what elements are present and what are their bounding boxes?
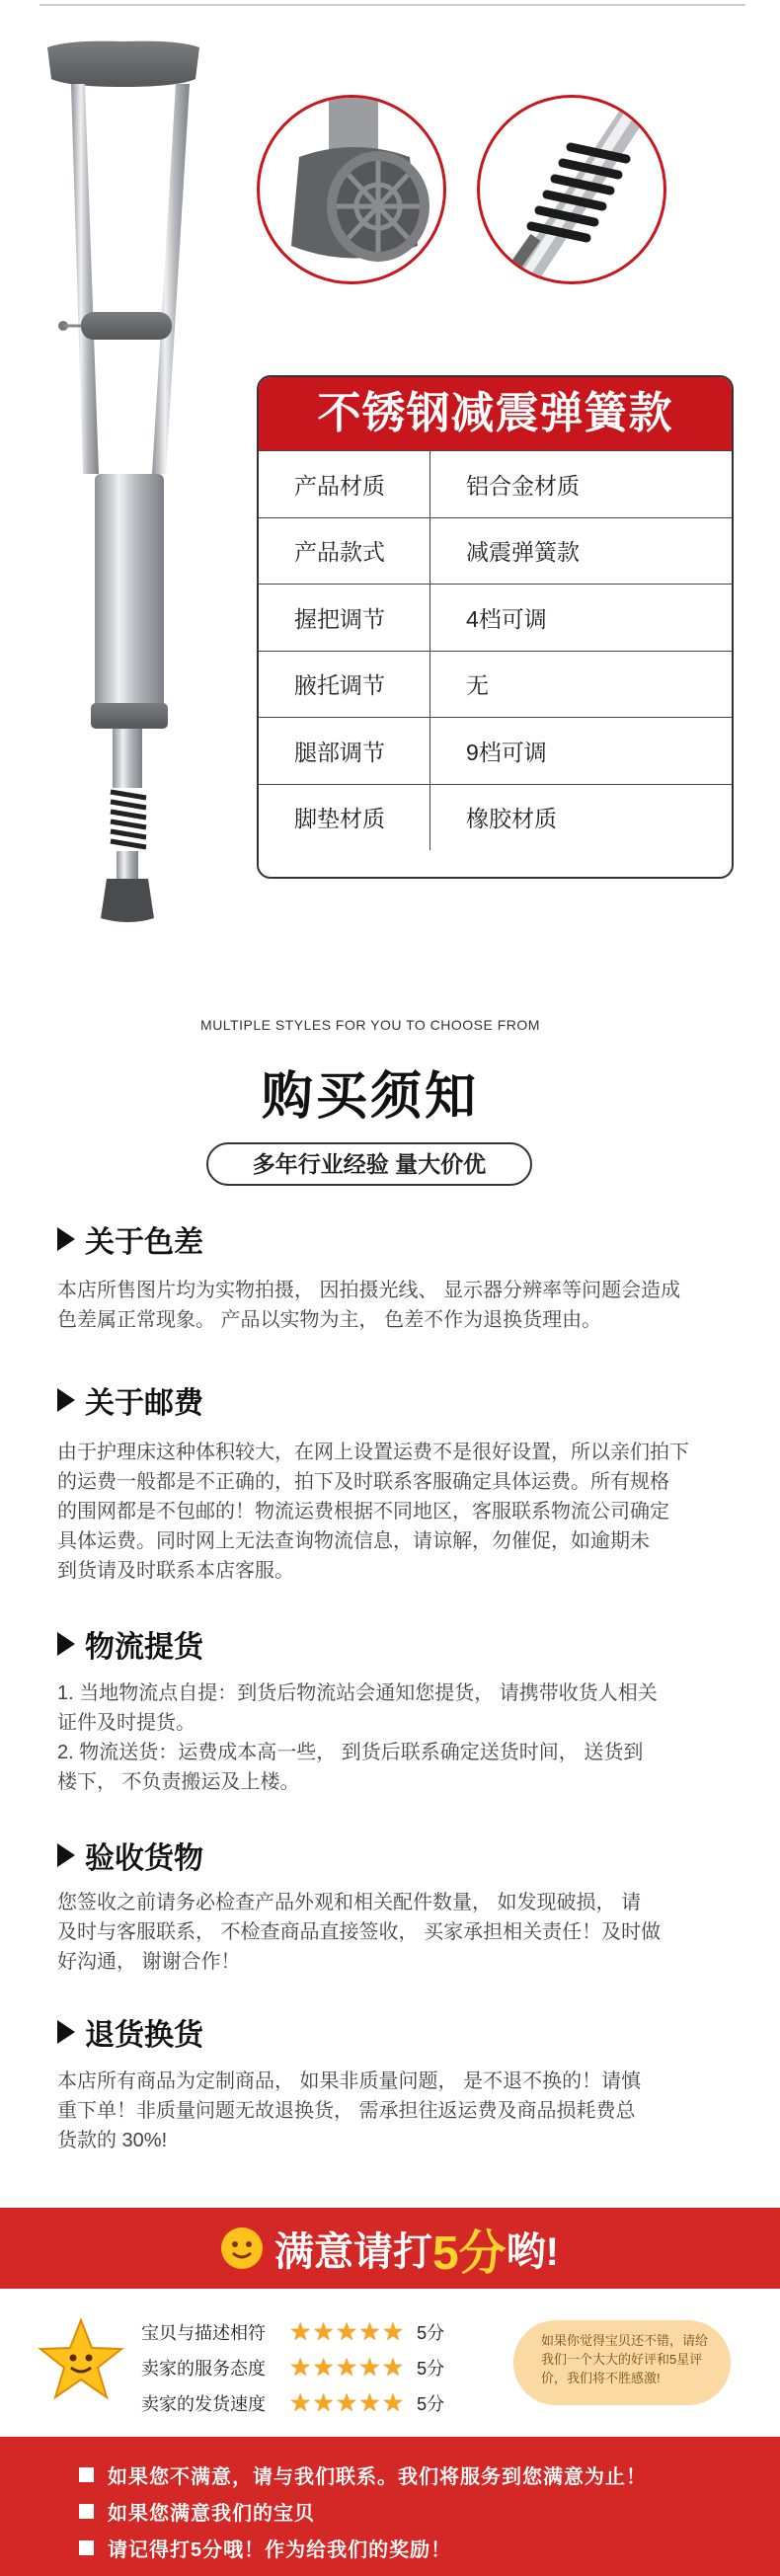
section-heading-text: 物流提货	[85, 1631, 203, 1664]
section-heading-text: 关于邮费	[85, 1387, 203, 1420]
five-star-icons[interactable]: ★ ★ ★ ★ ★	[289, 2353, 405, 2381]
rating-score: 5分	[417, 2394, 445, 2414]
notice-english-subtitle: MULTIPLE STYLES FOR YOU TO CHOOSE FROM	[200, 1017, 540, 1033]
rating-score: 5分	[417, 2359, 445, 2379]
star-mascot-icon	[38, 2316, 124, 2403]
footer-banner	[0, 2437, 780, 2576]
body-line: 货款的 30%!	[57, 2130, 168, 2151]
triangle-bullet-icon	[57, 1843, 75, 1867]
square-bullet-icon	[79, 2504, 94, 2519]
spec-key: 腋托调节	[259, 652, 430, 718]
spec-value: 减震弹簧款	[466, 539, 580, 566]
body-line: 本店所有商品为定制商品， 如果非质量问题， 是不退不换的！请慎	[57, 2070, 642, 2092]
section-heading-logistics	[57, 1622, 203, 1666]
five-star-icons[interactable]: ★ ★ ★ ★ ★	[289, 2317, 405, 2346]
body-line: 到货请及时联系本店客服。	[57, 1560, 294, 1582]
rating-area	[0, 2289, 780, 2437]
section-heading-inspection	[57, 1834, 203, 1877]
section-heading-text: 退货换货	[85, 2019, 203, 2052]
rating-label: 卖家的服务态度	[141, 2359, 266, 2379]
section-body-shipping	[57, 1438, 748, 1586]
square-bullet-icon	[79, 2540, 94, 2555]
spec-key: 腿部调节	[259, 718, 430, 784]
spec-title: 不锈钢减震弹簧款	[259, 377, 732, 450]
triangle-bullet-icon	[57, 2020, 75, 2044]
body-line: 本店所售图片均为实物拍摄， 因拍摄光线、 显示器分辨率等问题会造成	[57, 1280, 681, 1301]
review-request-bubble: 如果你觉得宝贝还不错，请给我们一个大大的好评和5星评价，我们将不胜感激!	[513, 2320, 731, 2405]
banner-suffix: 哟!	[506, 2229, 560, 2274]
foot-pad-zoom-image	[257, 95, 446, 284]
section-body-logistics	[57, 1678, 748, 1797]
spec-row	[259, 584, 732, 651]
section-body-color-difference	[57, 1276, 748, 1335]
spec-key: 脚垫材质	[259, 785, 430, 851]
five-star-icons[interactable]: ★ ★ ★ ★ ★	[289, 2388, 405, 2417]
rating-banner	[0, 2208, 780, 2289]
body-line: 具体运费。同时网上无法查询物流信息，请谅解，勿催促，如逾期未	[57, 1530, 650, 1552]
rating-row-delivery	[141, 2385, 444, 2421]
footer-text: 如果您满意我们的宝贝	[108, 2503, 315, 2525]
footer-line	[79, 2497, 315, 2526]
body-line: 色差属正常现象。 产品以实物为主， 色差不作为退换货理由。	[57, 1309, 602, 1331]
spec-value: 9档可调	[466, 739, 547, 765]
triangle-bullet-icon	[57, 1388, 75, 1412]
triangle-bullet-icon	[57, 1632, 75, 1656]
banner-prefix: 满意请打	[273, 2229, 432, 2274]
smiley-icon	[221, 2227, 263, 2269]
banner-number: 5分	[431, 2226, 507, 2280]
spec-value: 无	[466, 672, 489, 699]
spec-value: 橡胶材质	[466, 806, 557, 832]
footer-text: 请记得打5分哦！作为给我们的奖励！	[108, 2539, 452, 2561]
section-heading-returns	[57, 2010, 203, 2054]
body-line: 1. 当地物流点自提：到货后物流站会通知您提货， 请携带收货人相关	[57, 1682, 658, 1704]
footer-text: 如果您不满意，请与我们联系。我们将服务到您满意为止！	[108, 2466, 647, 2488]
section-body-returns	[57, 2067, 748, 2155]
rating-label: 宝贝与描述相符	[141, 2323, 266, 2343]
section-body-inspection	[57, 1888, 748, 1977]
notice-pill-tag: 多年行业经验 量大价优	[206, 1142, 532, 1186]
crutch-image	[30, 39, 217, 928]
triangle-bullet-icon	[57, 1227, 75, 1251]
section-heading-text: 关于色差	[85, 1226, 203, 1259]
spec-key: 产品款式	[259, 518, 430, 585]
spec-row	[259, 784, 732, 851]
body-line: 的围网都是不包邮的！物流运费根据不同地区，客服联系物流公司确定	[57, 1501, 669, 1522]
rating-label: 卖家的发货速度	[141, 2394, 266, 2414]
square-bullet-icon	[79, 2467, 94, 2482]
spec-row	[259, 717, 732, 784]
body-line: 由于护理床这种体积较大，在网上设置运费不是很好设置，所以亲们拍下	[57, 1442, 689, 1463]
section-heading-text: 验收货物	[85, 1842, 203, 1875]
product-section	[0, 0, 780, 948]
body-line: 您签收之前请务必检查产品外观和相关配件数量， 如发现破损， 请	[57, 1892, 642, 1913]
rating-row-description	[141, 2314, 444, 2350]
body-line: 的运费一般都是不正确的，拍下及时联系客服确定具体运费。所有规格	[57, 1471, 669, 1493]
spec-key: 产品材质	[259, 451, 430, 517]
body-line: 2. 物流送货：运费成本高一些， 到货后联系确定送货时间， 送货到	[57, 1742, 644, 1763]
banner-content	[221, 2215, 559, 2283]
notice-title: 购买须知	[261, 1068, 479, 1126]
rating-row-service	[141, 2350, 444, 2385]
spec-table	[257, 375, 734, 879]
spec-row	[259, 450, 732, 517]
section-heading-shipping	[57, 1378, 203, 1422]
footer-line	[79, 2534, 451, 2562]
spec-key: 握把调节	[259, 585, 430, 651]
body-line: 好沟通， 谢谢合作！	[57, 1951, 241, 1973]
section-heading-color-difference	[57, 1217, 203, 1261]
body-line: 重下单！非质量问题无故退换货， 需承担往返运费及商品损耗费总	[57, 2100, 636, 2122]
spec-value: 4档可调	[466, 605, 547, 632]
spec-value: 铝合金材质	[466, 472, 580, 499]
body-line: 楼下， 不负责搬运及上楼。	[57, 1771, 300, 1793]
spec-row	[259, 517, 732, 585]
spring-zoom-image	[477, 95, 666, 284]
body-line: 证件及时提货。	[57, 1712, 195, 1734]
spec-row	[259, 651, 732, 718]
rating-score: 5分	[417, 2323, 445, 2343]
footer-line	[79, 2460, 647, 2489]
body-line: 及时与客服联系， 不检查商品直接签收， 买家承担相关责任！及时做	[57, 1921, 662, 1943]
